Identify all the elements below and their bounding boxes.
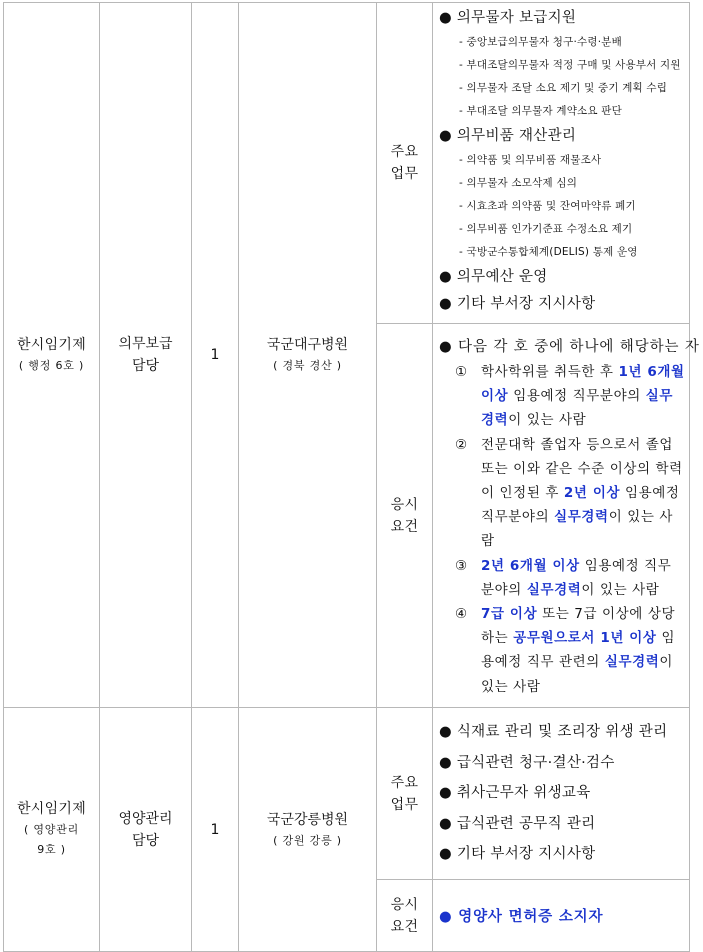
task-subitem: - 국방군수통합체계(DELIS) 통제 운영 [459,246,638,258]
requirements-intro: ● 다음 각 호 중에 하나에 해당하는 자 [439,339,700,355]
duty-line: 담당 [131,358,160,374]
task-subitem: - 의무비품 인가기준표 수정소요 제기 [459,223,633,235]
position-grade: ( 영양관리 [23,823,80,836]
req-highlight: 2년 6개월 이상 [481,557,580,574]
req-text: 임용예정 직무분야의 [481,557,672,598]
duty-cell [100,708,192,952]
task-heading: ● 기타 부서장 지시사항 [439,296,596,312]
req-highlight: 공무원으로서 1년 이상 [513,630,657,647]
section-label-main-tasks [377,708,433,880]
task-sublist [439,149,685,264]
requirements-content [433,324,700,708]
requirement-number: ④ [455,606,468,623]
section-label-text: 주요 [390,774,419,791]
requirement-item [439,602,685,699]
task-heading: ● 의무물자 보급지원 [439,10,577,26]
section-label-text: 요건 [390,918,419,935]
req-highlight: 실무경력 [526,581,582,598]
req-text: 임용예정 직무분야의 [481,485,680,526]
req-text: 이 있는 사람 [508,412,587,429]
position-row-1 [4,3,690,324]
req-highlight: 1년 6개월 이상 [481,364,685,405]
task-item: ● 급식관련 공무직 관리 [439,815,596,832]
task-subitem: - 부대조달 의무물자 계약소요 판단 [459,105,622,117]
recruitment-table [3,2,700,952]
duty-line: 담당 [131,832,160,849]
requirements-content [433,880,690,952]
requirements-list [439,360,685,699]
task-subitem: - 의무물자 조달 소요 제기 및 중기 계획 수립 [459,82,668,94]
task-subitem: - 중앙보급의무물자 청구·수령·분배 [459,36,622,48]
task-heading: ● 의무예산 운영 [439,269,548,285]
requirement-item [439,360,685,433]
task-sublist [439,31,685,123]
duty-line: 영양관리 [118,810,173,827]
req-text: 임용예정 직무 관련의 [481,630,676,671]
task-subitem: - 시효초과 의약품 및 잔여마약류 폐기 [459,200,636,212]
workplace-cell [239,708,377,952]
req-highlight: 2년 이상 [563,485,621,502]
position-title-cell [4,3,100,708]
workplace-name: 국군강릉병원 [266,811,349,828]
requirement-license: ● 영양사 면허증 소지자 [439,909,604,925]
workplace-name: 국군대구병원 [266,337,349,353]
position-grade: ( 행정 6호 ) [18,358,85,372]
req-text: 전문대학 졸업자 등으로서 졸업 또는 이와 같은 수준 이상의 학력이 인정된 후 [481,436,683,502]
main-tasks-content [433,708,690,880]
section-label-requirements [377,880,433,952]
req-highlight: 실무경력 [604,654,660,671]
task-subitem: - 의약품 및 의무비품 재물조사 [459,154,602,166]
headcount: 1 [192,708,239,952]
section-label-text: 응시 [390,896,419,913]
main-tasks-content [433,3,690,324]
requirement-item [439,433,685,554]
requirement-number: ③ [455,557,468,574]
task-item: ● 기타 부서장 지시사항 [439,846,596,863]
position-title: 한시임기제 [16,336,87,353]
req-text: 학사학위를 취득한 후 [481,364,619,380]
section-label-text: 응시 [390,496,419,513]
task-item: ● 취사근무자 위생교육 [439,785,591,802]
requirement-number: ② [455,436,468,453]
req-highlight: 실무경력 [554,509,609,526]
workplace-region: ( 경북 경산 ) [273,359,342,372]
task-heading: ● 의무비품 재산관리 [439,128,577,144]
section-label-text: 업무 [390,166,419,182]
section-label-main-tasks [377,3,433,324]
position-row-2 [4,708,690,880]
workplace-region: ( 강원 강릉 ) [273,833,342,847]
section-label-text: 업무 [390,796,419,813]
requirement-item [439,554,685,602]
req-text: 이 있는 사람 [481,654,674,695]
req-highlight: 7급 이상 [481,606,538,623]
position-title-cell [4,708,100,952]
headcount: 1 [192,3,239,708]
section-label-text: 요건 [390,518,419,535]
position-grade: 9호 ) [37,843,66,856]
req-text: 임용예정 직무분야의 [508,388,646,405]
task-item: ● 식재료 관리 및 조리장 위생 관리 [439,724,668,741]
task-subitem: - 의무물자 소모삭제 심의 [459,177,578,189]
duty-line: 의무보급 [118,336,173,352]
section-label-requirements [377,324,433,708]
position-title: 한시임기제 [16,801,87,817]
req-text: 또는 7급 이상에 상당하는 [481,606,676,647]
task-list [439,717,685,870]
task-subitem: - 부대조달의무물자 적정 구매 및 사용부서 지원 [459,59,681,71]
task-item: ● 급식관련 청구·결산·검수 [439,754,615,771]
duty-cell [100,3,192,708]
section-label-text: 주요 [390,144,419,160]
req-text: 이 있는 사람 [481,509,674,550]
req-text: 이 있는 사람 [581,581,660,598]
req-highlight: 실무경력 [481,388,674,429]
requirement-number: ① [455,364,468,380]
workplace-cell [239,3,377,708]
